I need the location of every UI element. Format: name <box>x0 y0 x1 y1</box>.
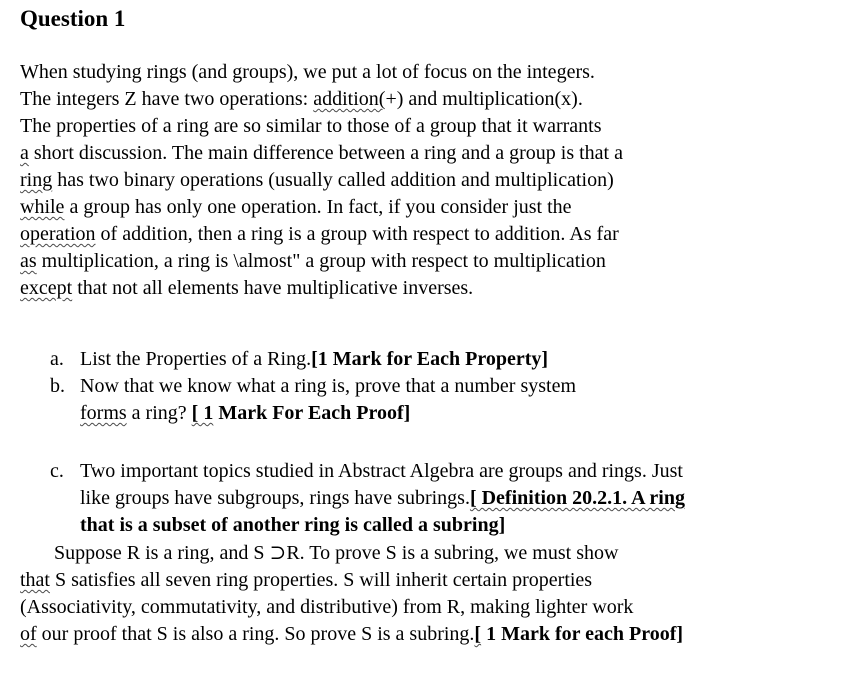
tail-line: that S satisfies all seven ring properties. S will inherit certain properties <box>20 569 593 591</box>
question-list-c <box>50 458 830 539</box>
list-item-c-cont2: that is a subset of another ring is called a subring] <box>80 514 506 536</box>
intro-line: When studying rings (and groups), we put a lot of focus on the integers. <box>20 61 595 83</box>
list-item-c-cont: like groups have subgroups, rings have subrings.[ Definition 20.2.1. A ring <box>80 487 685 509</box>
intro-line: The properties of a ring are so similar to those of a group that it warrants <box>20 115 602 137</box>
tail-line: Suppose R is a ring, and S ⊃R. To prove S is a subring, we must show <box>54 542 619 564</box>
intro-line: a short discussion. The main difference between a ring and a group is that a <box>20 142 623 164</box>
intro-line: operation of addition, then a ring is a group with respect to addition. As far <box>20 223 619 245</box>
intro-line: ring has two binary operations (usually called addition and multiplication) <box>20 169 614 191</box>
list-item-c: c. Two important topics studied in Abstract Algebra are groups and rings. Just <box>50 460 683 482</box>
intro-line: The integers Z have two operations: addition(+) and multiplication(x). <box>20 88 583 110</box>
subring-paragraph <box>20 540 820 648</box>
intro-paragraph <box>20 59 820 302</box>
tail-line: (Associativity, commutativity, and distributive) from R, making lighter work <box>20 596 634 618</box>
intro-line: while a group has only one operation. In fact, if you consider just the <box>20 196 572 218</box>
intro-line: except that not all elements have multiplicative inverses. <box>20 277 474 299</box>
list-item-b-cont: forms a ring? [ 1 Mark For Each Proof] <box>80 402 411 424</box>
tail-line: of our proof that S is also a ring. So prove S is a subring.[ 1 Mark for each Proof] <box>20 623 684 645</box>
list-item-a: a. List the Properties of a Ring.[1 Mark for Each Property] <box>50 348 549 370</box>
question-title: Question 1 <box>20 6 126 31</box>
question-list <box>50 346 830 427</box>
intro-line: as multiplication, a ring is \almost" a group with respect to multiplication <box>20 250 606 272</box>
list-item-b: b. Now that we know what a ring is, prove that a number system <box>50 375 577 397</box>
